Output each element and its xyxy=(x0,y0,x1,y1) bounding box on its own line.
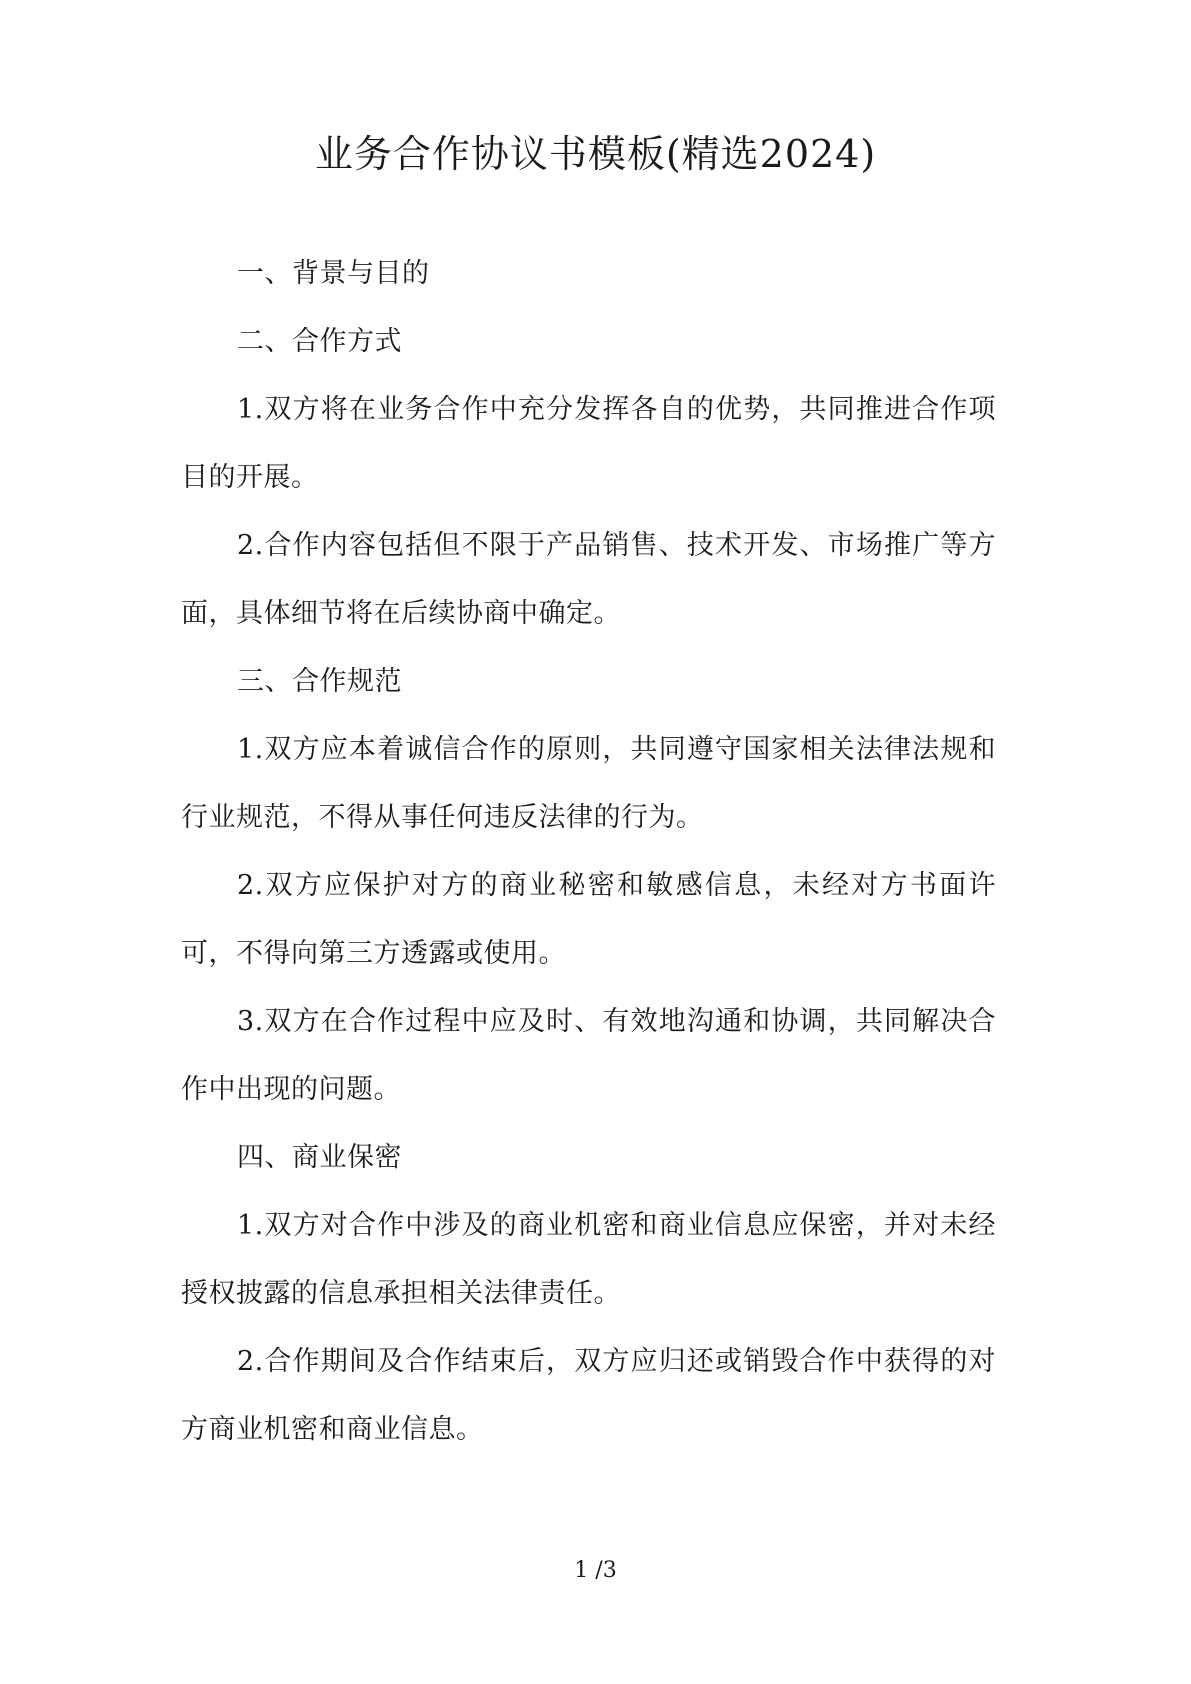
paragraph-method-1: 1.双方将在业务合作中充分发挥各自的优势，共同推进合作项目的开展。 xyxy=(181,394,996,493)
section-heading-cooperation-rules: 三、合作规范 xyxy=(237,666,402,697)
paragraph-confidentiality-2: 2.合作期间及合作结束后，双方应归还或销毁合作中获得的对方商业机密和商业信息。 xyxy=(181,1346,996,1445)
document-title: 业务合作协议书模板(精选2024) xyxy=(314,132,877,176)
paragraph-rules-1: 1.双方应本着诚信合作的原则，共同遵守国家相关法律法规和行业规范，不得从事任何违反法律的行为。 xyxy=(181,734,996,833)
section-heading-background: 一、背景与目的 xyxy=(237,258,430,289)
section-heading-confidentiality: 四、商业保密 xyxy=(237,1142,402,1173)
page-number: 1 /3 xyxy=(574,1558,617,1583)
section-heading-cooperation-method: 二、合作方式 xyxy=(237,326,402,357)
document-body xyxy=(181,240,996,1464)
paragraph-rules-3: 3.双方在合作过程中应及时、有效地沟通和协调，共同解决合作中出现的问题。 xyxy=(181,1006,996,1105)
paragraph-confidentiality-1: 1.双方对合作中涉及的商业机密和商业信息应保密，并对未经授权披露的信息承担相关法律责任。 xyxy=(181,1210,996,1309)
paragraph-rules-2: 2.双方应保护对方的商业秘密和敏感信息，未经对方书面许可，不得向第三方透露或使用。 xyxy=(181,870,996,969)
paragraph-method-2: 2.合作内容包括但不限于产品销售、技术开发、市场推广等方面，具体细节将在后续协商中确定。 xyxy=(181,530,996,629)
